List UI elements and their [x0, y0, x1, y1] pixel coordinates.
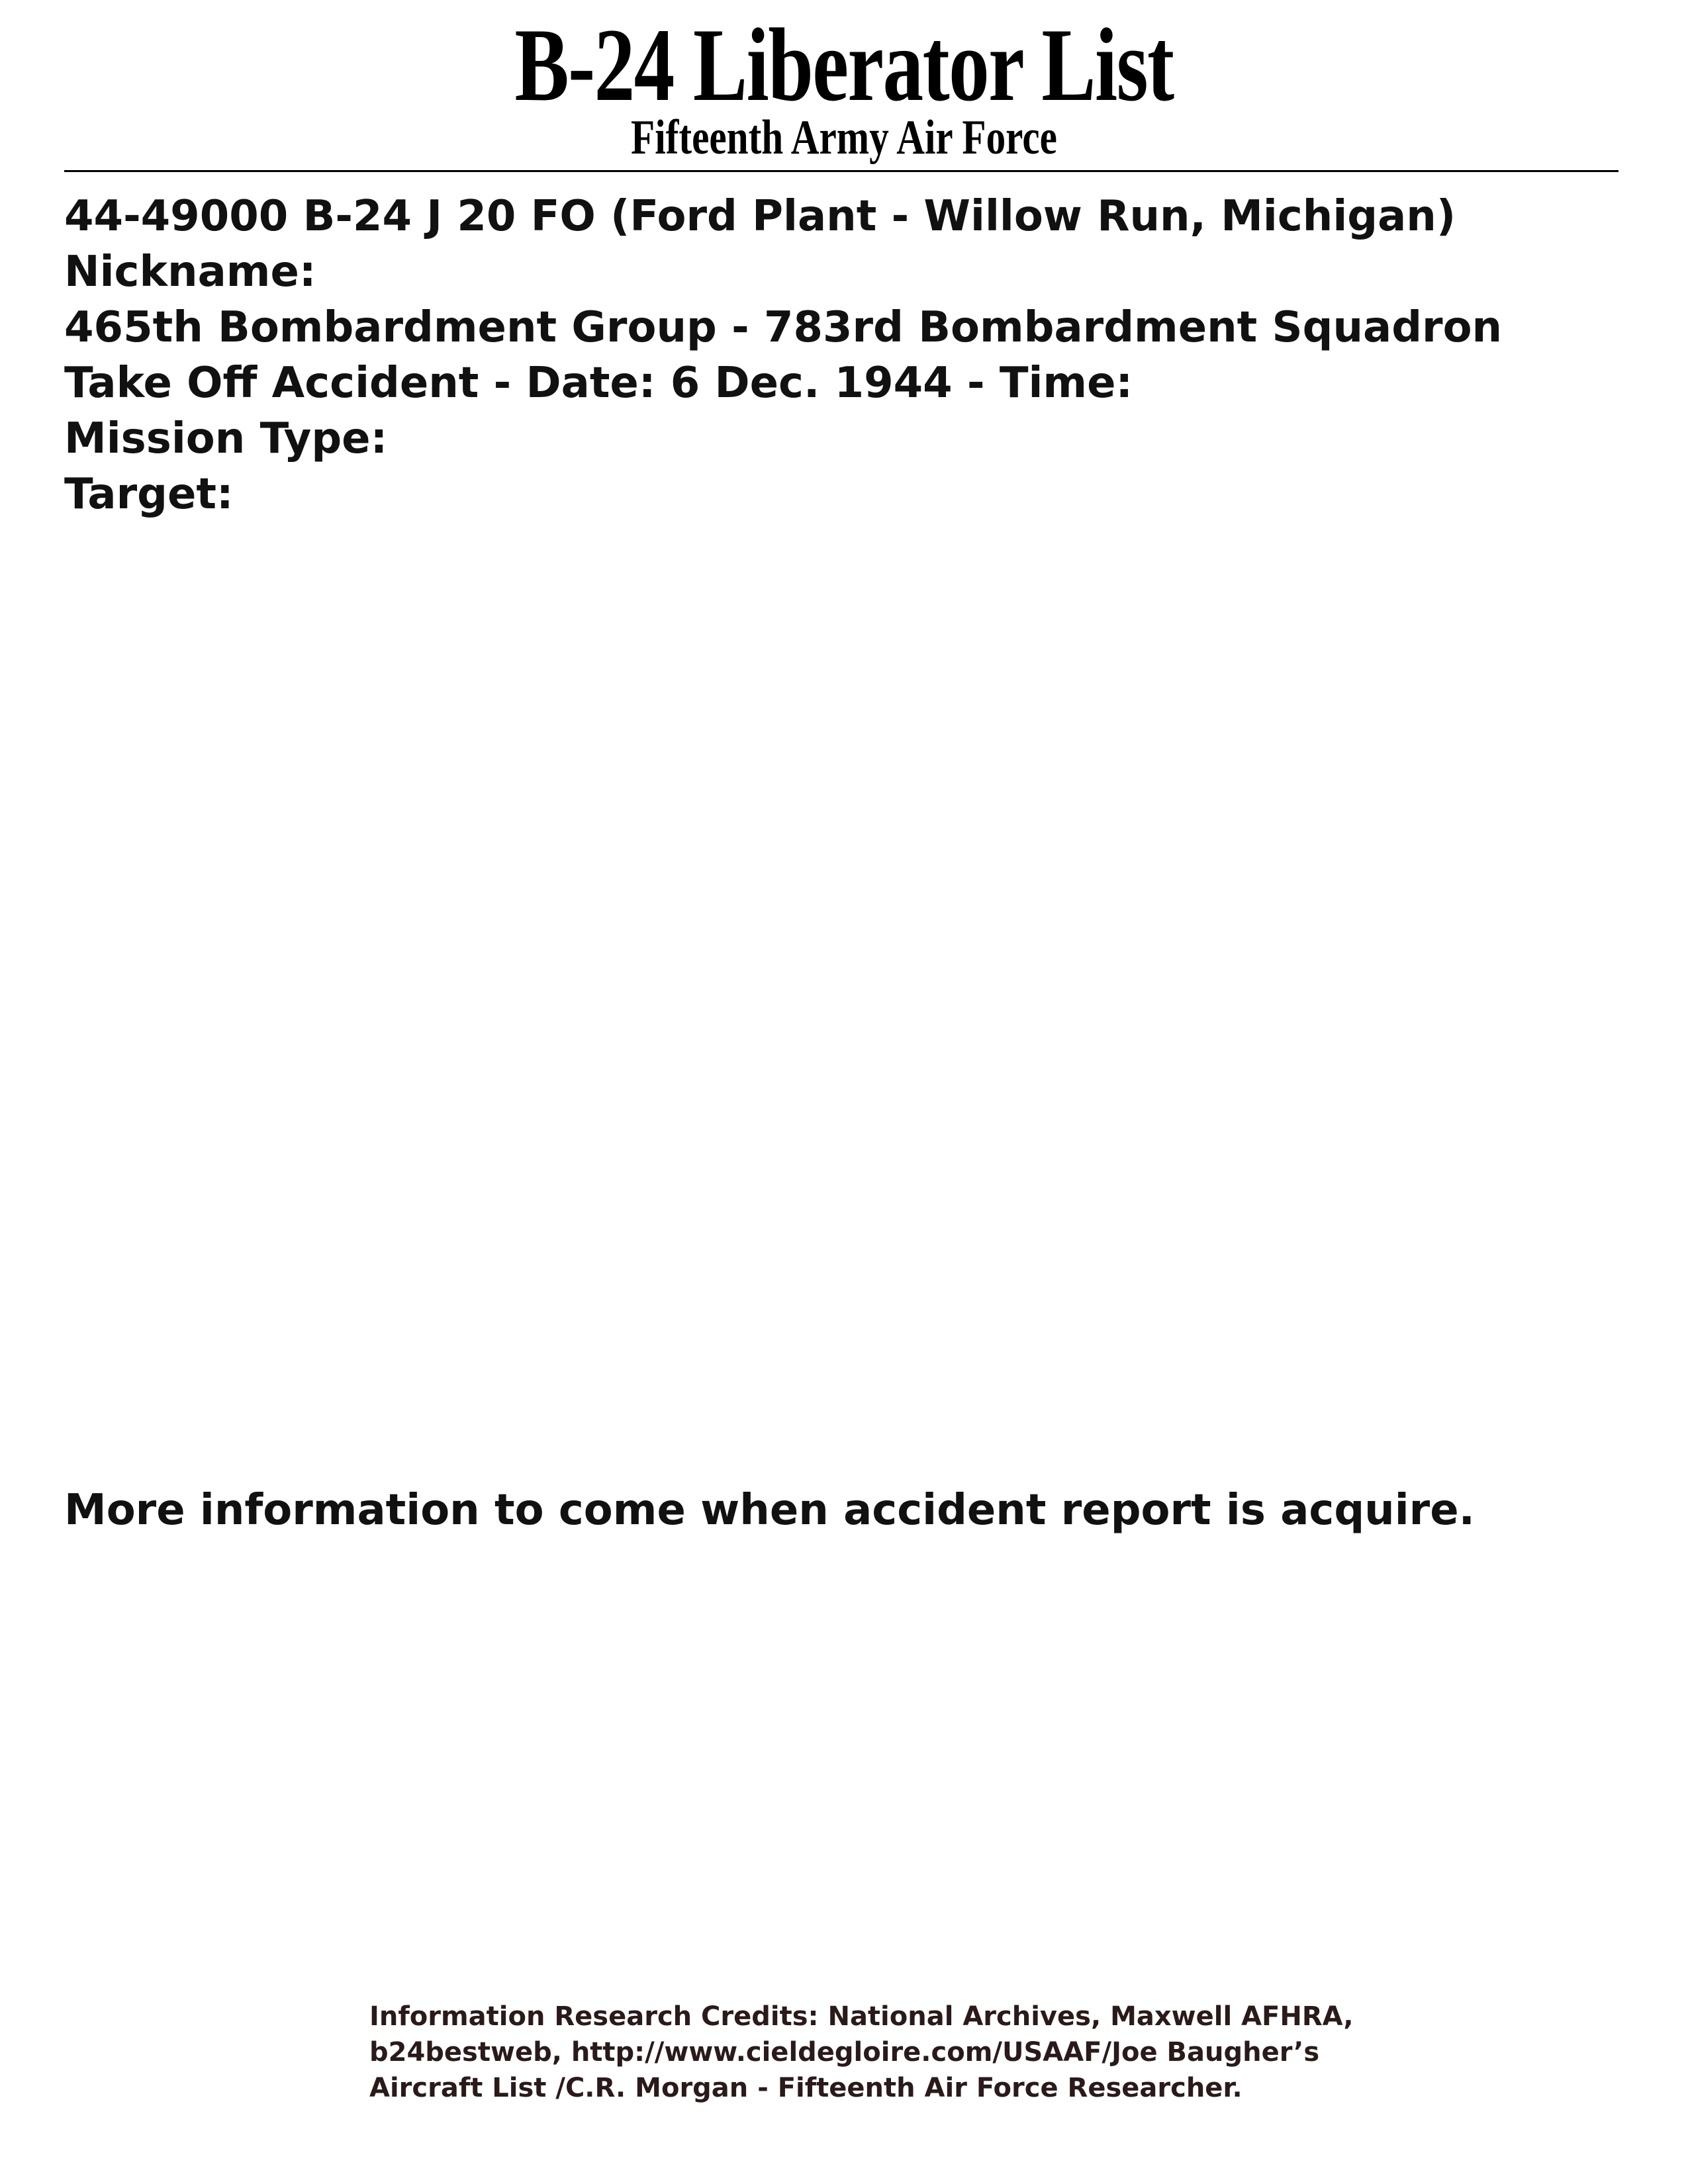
target-line: Target: — [64, 470, 234, 519]
research-credits — [369, 1999, 1534, 2106]
credit-line: Aircraft List /C.R. Morgan - Fifteenth Air Force Researcher. — [369, 2073, 1243, 2103]
mission-type-line: Mission Type: — [64, 414, 388, 463]
serial-line: 44-49000 B-24 J 20 FO (Ford Plant - Willow Run, Michigan) — [64, 192, 1456, 241]
aircraft-info — [64, 189, 1626, 522]
credit-line: Information Research Credits: National Archives, Maxwell AFHRA, — [369, 2001, 1354, 2032]
page-header — [0, 0, 1688, 179]
accident-line: Take Off Accident - Date: 6 Dec. 1944 - Time: — [64, 359, 1133, 408]
nickname-line: Nickname: — [64, 248, 316, 296]
page-title: B-24 Liberator List — [514, 7, 1174, 123]
unit-line: 465th Bombardment Group - 783rd Bombardment Squadron — [64, 303, 1503, 352]
header-divider — [64, 170, 1618, 172]
more-info-note: More information to come when accident report is acquire. — [64, 1486, 1475, 1535]
credit-line: b24bestweb, http://www.cieldegloire.com/USAAF/Joe Baugher’s — [369, 2037, 1320, 2068]
page-subtitle: Fifteenth Army Air Force — [631, 111, 1057, 165]
